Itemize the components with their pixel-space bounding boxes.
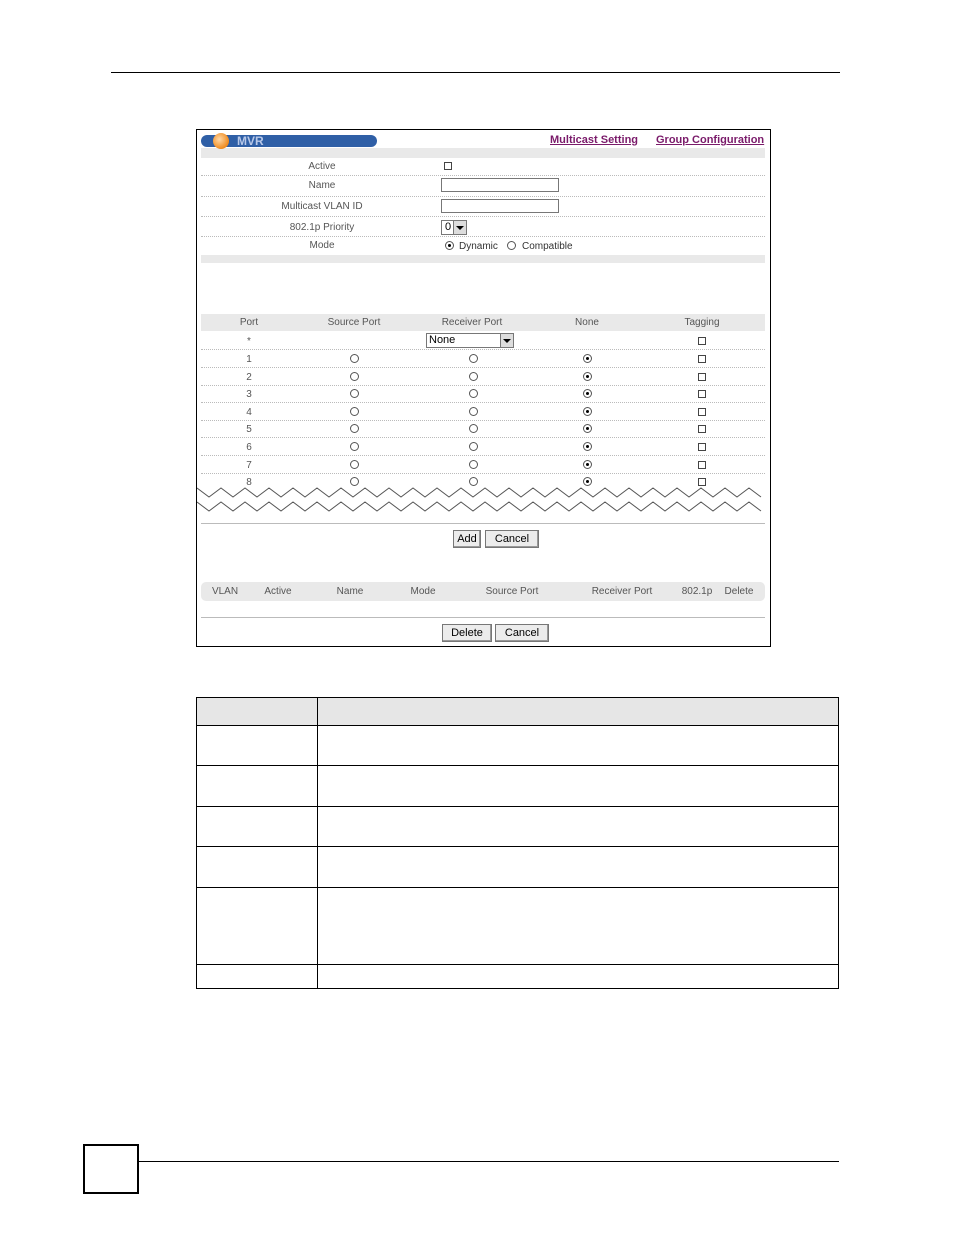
port-number: 2	[246, 372, 252, 383]
table-cell	[318, 766, 839, 807]
top-rule	[111, 72, 840, 73]
table-cell	[197, 766, 318, 807]
none-radio[interactable]	[583, 354, 592, 363]
mode-label: Mode	[309, 240, 335, 251]
row-divider	[201, 455, 765, 456]
table-row	[197, 847, 839, 888]
table-cell	[197, 965, 318, 989]
row-divider	[201, 473, 765, 474]
chevron-down-icon	[500, 334, 513, 347]
receiver-port-radio[interactable]	[469, 372, 478, 381]
none-radio[interactable]	[583, 442, 592, 451]
page-number-box	[83, 1144, 139, 1194]
group-configuration-link[interactable]: Group Configuration	[656, 134, 765, 146]
sum-col-delete: Delete	[724, 586, 754, 597]
summary-divider	[201, 617, 765, 618]
source-port-radio[interactable]	[350, 424, 359, 433]
title-text: MVR	[237, 134, 264, 148]
tagging-checkbox[interactable]	[698, 355, 706, 363]
row-divider	[201, 349, 765, 350]
all-port-label: *	[247, 336, 251, 347]
port-number: 7	[246, 460, 252, 471]
source-port-radio[interactable]	[350, 354, 359, 363]
sum-col-receiver-port: Receiver Port	[591, 586, 653, 597]
table-row	[197, 888, 839, 965]
all-port-select-value: None	[429, 334, 456, 346]
table-cell	[318, 888, 839, 965]
all-port-select[interactable]	[426, 333, 514, 348]
receiver-port-radio[interactable]	[469, 354, 478, 363]
source-port-radio[interactable]	[350, 407, 359, 416]
receiver-port-radio[interactable]	[469, 389, 478, 398]
row-divider	[201, 175, 765, 176]
cancel-button-2[interactable]: Cancel	[495, 624, 549, 642]
table-row	[197, 807, 839, 847]
title-orb-icon	[213, 133, 229, 149]
sum-col-source-port: Source Port	[485, 586, 539, 597]
source-port-radio[interactable]	[350, 389, 359, 398]
multicast-setting-link[interactable]: Multicast Setting	[550, 134, 639, 146]
tagging-checkbox[interactable]	[698, 408, 706, 416]
footer-rule	[139, 1161, 839, 1162]
port-number: 4	[246, 407, 252, 418]
mode-compatible-label: Compatible	[522, 241, 573, 252]
port-number: 6	[246, 442, 252, 453]
table-cell	[197, 726, 318, 766]
sum-col-mode: Mode	[410, 586, 436, 597]
table-cell	[318, 807, 839, 847]
source-port-radio[interactable]	[350, 372, 359, 381]
tagging-checkbox[interactable]	[698, 461, 706, 469]
row-divider	[201, 402, 765, 403]
vlan-id-input[interactable]	[441, 199, 559, 213]
row-divider	[201, 196, 765, 197]
col-source-port: Source Port	[327, 317, 381, 328]
port-number: 8	[246, 477, 252, 488]
sum-col-active: Active	[264, 586, 292, 597]
table-header-row	[197, 698, 839, 726]
table-cell	[197, 847, 318, 888]
table-row	[197, 726, 839, 766]
form-footer-bar	[201, 255, 765, 263]
none-radio[interactable]	[583, 424, 592, 433]
cancel-button[interactable]: Cancel	[485, 530, 539, 548]
row-divider	[201, 367, 765, 368]
tagging-checkbox[interactable]	[698, 373, 706, 381]
chevron-down-icon	[453, 221, 466, 234]
mvr-screen	[196, 129, 771, 647]
mode-compatible-radio[interactable]	[507, 241, 516, 250]
row-divider	[201, 216, 765, 217]
name-input[interactable]	[441, 178, 559, 192]
mode-dynamic-radio[interactable]	[445, 241, 454, 250]
tagging-checkbox[interactable]	[698, 390, 706, 398]
priority-value: 0	[445, 221, 452, 233]
table-row	[197, 965, 839, 989]
col-port: Port	[239, 317, 259, 328]
sum-col-8021p: 802.1p	[681, 586, 713, 597]
row-divider	[201, 385, 765, 386]
table-row	[197, 766, 839, 807]
field-description-table	[196, 697, 839, 989]
delete-button[interactable]: Delete	[442, 624, 492, 642]
receiver-port-radio[interactable]	[469, 442, 478, 451]
receiver-port-radio[interactable]	[469, 407, 478, 416]
vlan-id-label: Multicast VLAN ID	[281, 201, 363, 212]
all-tagging-checkbox[interactable]	[698, 337, 706, 345]
table-header-cell	[318, 698, 839, 726]
receiver-port-radio[interactable]	[469, 460, 478, 469]
row-divider	[201, 437, 765, 438]
none-radio[interactable]	[583, 460, 592, 469]
port-number: 3	[246, 389, 252, 400]
col-none: None	[575, 317, 599, 328]
buttons-divider	[201, 523, 765, 524]
sum-col-name: Name	[336, 586, 364, 597]
receiver-port-radio[interactable]	[469, 424, 478, 433]
source-port-radio[interactable]	[350, 442, 359, 451]
table-cell	[318, 847, 839, 888]
port-number: 1	[246, 354, 252, 365]
row-divider	[201, 420, 765, 421]
tagging-checkbox[interactable]	[698, 425, 706, 433]
active-checkbox[interactable]	[444, 162, 452, 170]
priority-label: 802.1p Priority	[289, 222, 355, 233]
none-radio[interactable]	[583, 372, 592, 381]
col-tagging: Tagging	[684, 317, 720, 328]
table-cell	[318, 965, 839, 989]
mode-dynamic-label: Dynamic	[459, 241, 498, 252]
sum-col-vlan: VLAN	[211, 586, 239, 597]
torn-edge	[197, 485, 770, 515]
title-bar	[201, 148, 765, 158]
table-cell	[197, 888, 318, 965]
row-divider	[201, 236, 765, 237]
tagging-checkbox[interactable]	[698, 443, 706, 451]
col-receiver-port: Receiver Port	[441, 317, 503, 328]
source-port-radio[interactable]	[350, 460, 359, 469]
table-header-cell	[197, 698, 318, 726]
table-cell	[197, 807, 318, 847]
none-radio[interactable]	[583, 407, 592, 416]
priority-select[interactable]	[441, 220, 467, 235]
table-cell	[318, 726, 839, 766]
active-label: Active	[308, 161, 336, 172]
none-radio[interactable]	[583, 389, 592, 398]
name-label: Name	[308, 180, 336, 191]
add-button[interactable]: Add	[453, 530, 481, 548]
port-number: 5	[246, 424, 252, 435]
